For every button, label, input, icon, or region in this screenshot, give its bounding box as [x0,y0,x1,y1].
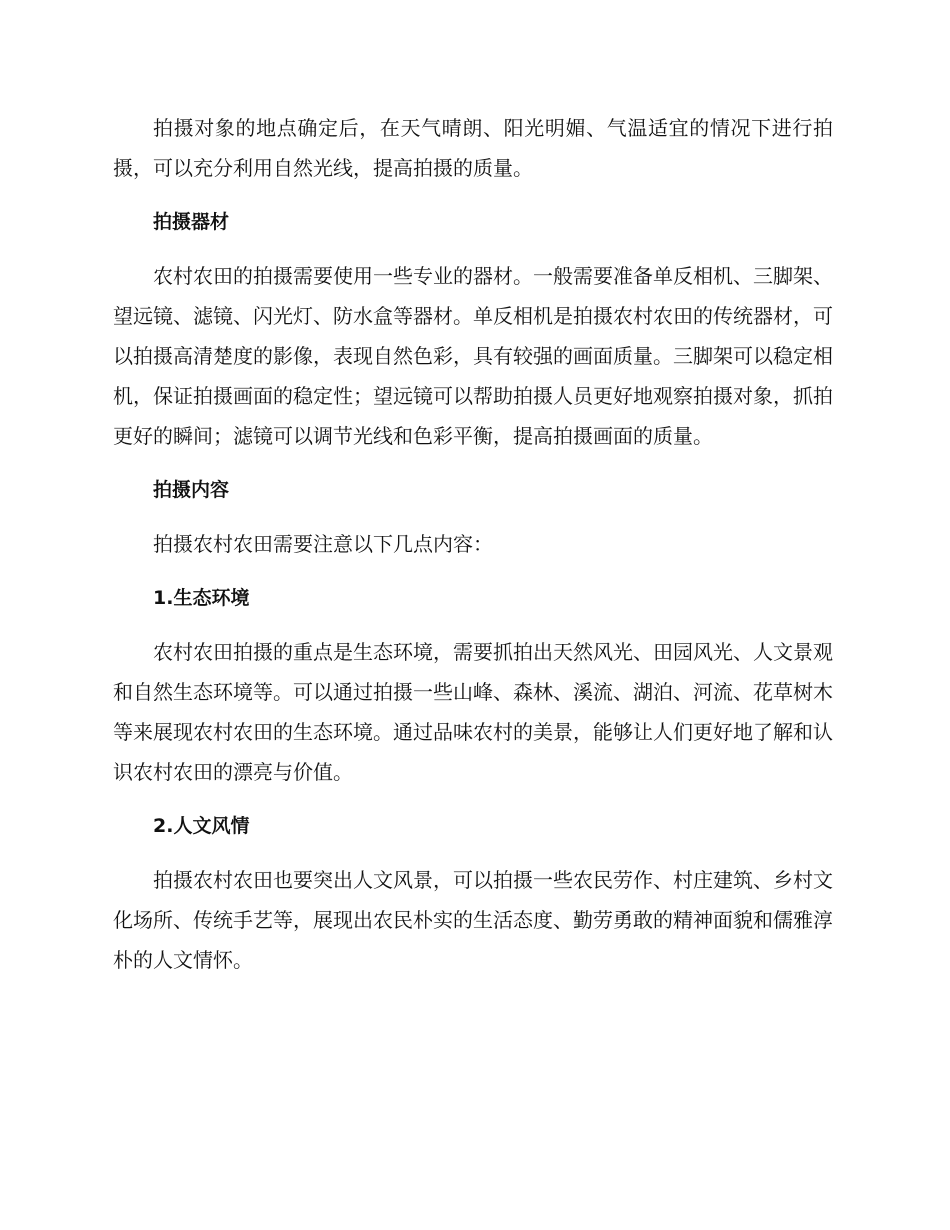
document-body [113,108,833,980]
paragraph-equipment: 农村农田的拍摄需要使用一些专业的器材。一般需要准备单反相机、三脚架、望远镜、滤镜、闪光灯、防水盒等器材。单反相机是拍摄农村农田的传统器材，可以拍摄高清楚度的影像，表现自然色彩，具有较强的画面质量。三脚架可以稳定相机，保证拍摄画面的稳定性；望远镜可以帮助拍摄人员更好地观察拍摄对象，抓拍更好的瞬间；滤镜可以调节光线和色彩平衡，提高拍摄画面的质量。 [113,264,833,448]
paragraph-culture: 拍摄农村农田也要突出人文风景，可以拍摄一些农民劳作、村庄建筑、乡村文化场所、传统手艺等，展现出农民朴实的生活态度、勤劳勇敢的精神面貌和儒雅淳朴的人文情怀。 [113,868,833,972]
paragraph-shooting-conditions: 拍摄对象的地点确定后，在天气晴朗、阳光明媚、气温适宜的情况下进行拍摄，可以充分利用自然光线，提高拍摄的质量。 [113,116,833,180]
heading-ecology: 1.生态环境 [153,587,250,609]
heading-equipment: 拍摄器材 [153,211,230,233]
heading-culture: 2.人文风情 [153,815,250,837]
paragraph-content-intro: 拍摄农村农田需要注意以下几点内容： [153,532,493,556]
heading-content: 拍摄内容 [153,479,230,501]
paragraph-ecology: 农村农田拍摄的重点是生态环境，需要抓拍出天然风光、田园风光、人文景观和自然生态环境等。可以通过拍摄一些山峰、森林、溪流、湖泊、河流、花草树木等来展现农村农田的生态环境。通过品味农村的美景，能够让人们更好地了解和认识农村农田的漂亮与价值。 [113,640,833,784]
